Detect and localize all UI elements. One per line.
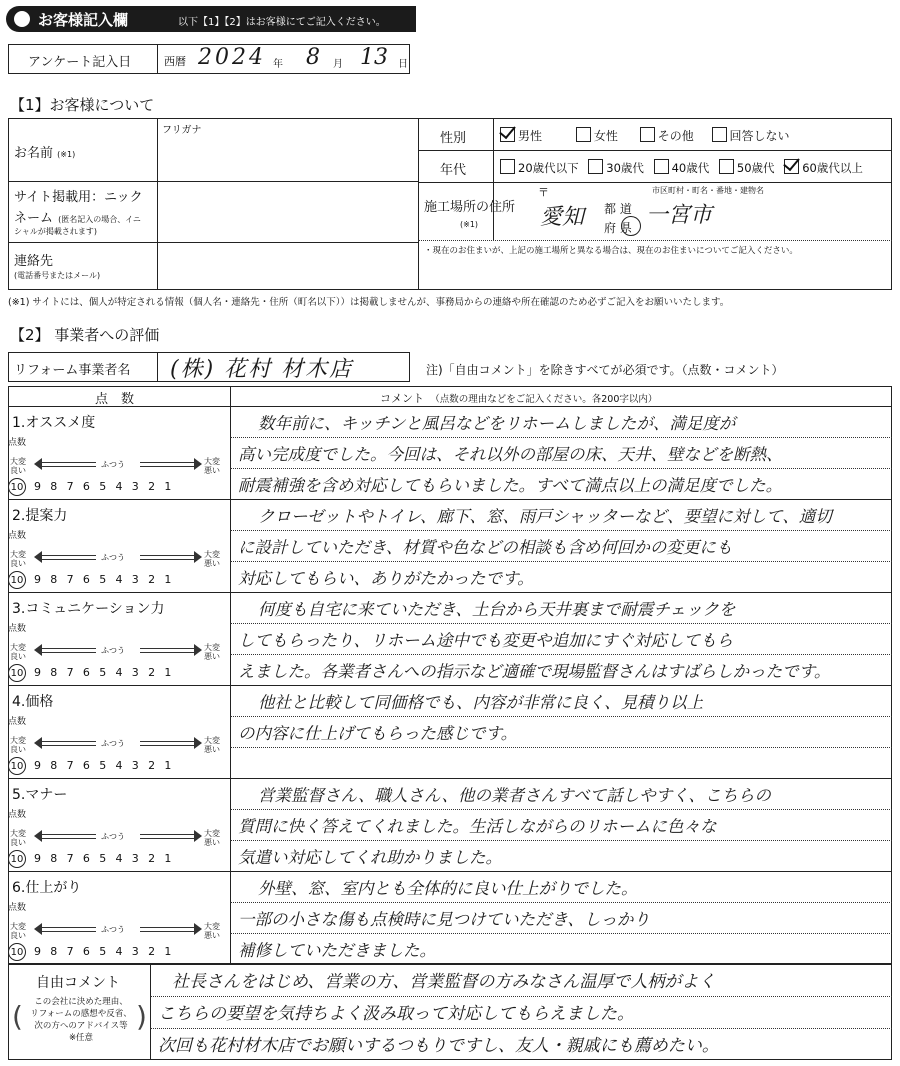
age-option-50s[interactable]: 50歳代: [719, 161, 775, 175]
comment-line: 数年前に、キッチンと風呂などをリホームしましたが、満足度が: [258, 414, 736, 433]
score-selected-circle[interactable]: 10: [8, 757, 26, 775]
comment-line: してもらったり、リホーム途中でも変更や追加にすぐ対応してもら: [238, 631, 733, 650]
scale-points-label: 点数: [8, 531, 27, 541]
arrow-left-head-icon: [34, 458, 42, 470]
arrow-right-icon: [140, 927, 194, 932]
score-selected-circle[interactable]: 10: [8, 943, 26, 961]
survey-date-month-unit: 月: [333, 59, 343, 70]
scale-right-label: 大変悪い: [204, 922, 220, 940]
checkbox-icon: [588, 159, 603, 174]
checkbox-icon: [654, 159, 669, 174]
header-dot-icon: [14, 11, 30, 27]
arrow-left-head-icon: [34, 830, 42, 842]
contact-label: 連絡先: [14, 254, 54, 269]
survey-date-year: 2024: [198, 45, 266, 70]
col-score-header: 点 数: [95, 392, 135, 407]
score-selected-circle[interactable]: 10: [8, 850, 26, 868]
checkbox-icon: [712, 127, 727, 142]
comment-line: 営業監督さん、職人さん、他の業者さんすべて話しやすく、こちらの: [258, 786, 771, 805]
address-footnote: ・現在のお住まいが、上記の施工場所と異なる場合は、現在のお住まいについてご記入ください。: [424, 246, 798, 256]
postal-mark: 〒: [538, 186, 549, 199]
col-comment-header: コメント （点数の理由などをご記入ください。各200字以内）: [380, 392, 658, 405]
required-note: 注)「自由コメント」を除きすべてが必須です。（点数・コメント）: [426, 363, 784, 377]
scale-left-label: 大変良い: [10, 643, 26, 661]
comment-line: の内容に仕上げてもらった感じです。: [238, 724, 518, 743]
survey-date-day-unit: 日: [398, 59, 408, 70]
age-option-60s[interactable]: 60歳代以上: [784, 161, 863, 175]
category-title: 3.コミュニケーション力: [12, 601, 165, 617]
free-comment-line-2: こちらの要望を気持ちよく汲み取って対応してもらえました。: [158, 1004, 634, 1024]
nickname-label-1: サイト掲載用：ニック: [14, 190, 143, 205]
checkbox-icon: [500, 159, 515, 174]
survey-date-day: 13: [360, 45, 388, 70]
free-comment-line-1: 社長さんをはじめ、営業の方、営業監督の方みなさん温厚で人柄がよく: [172, 972, 716, 992]
scale-points-label: 点数: [8, 624, 27, 634]
arrow-left-icon: [40, 462, 96, 467]
scale-numbers: 987654321: [34, 945, 181, 958]
address-label: 施工場所の住所: [424, 200, 516, 215]
arrow-right-head-icon: [194, 458, 202, 470]
checkbox-checked-icon: [784, 159, 799, 174]
arrow-left-icon: [40, 834, 96, 839]
address-pref-suffix-bottom: 府 県: [604, 221, 632, 235]
arrow-left-icon: [40, 741, 96, 746]
furigana-label: フリガナ: [162, 125, 202, 136]
comment-line: 高い完成度でした。今回は、それ以外の部屋の床、天井、壁などを断熱、: [238, 445, 783, 464]
header-title: お客様記入欄: [38, 11, 129, 29]
prefecture-circle-icon: [621, 216, 641, 236]
scale-right-label: 大変悪い: [204, 643, 220, 661]
category-title: 6.仕上がり: [12, 880, 82, 896]
comment-line: 質問に快く答えてくれました。生活しながらのリホームに色々な: [238, 817, 717, 836]
arrow-left-head-icon: [34, 644, 42, 656]
scale-numbers: 987654321: [34, 666, 181, 679]
category-title: 4.価格: [12, 694, 54, 710]
paren-left-icon: (: [12, 1000, 23, 1033]
arrow-right-icon: [140, 462, 194, 467]
address-note: (※1): [460, 220, 479, 229]
survey-date-era: 西暦: [164, 55, 186, 68]
comment-line: 対応してもらい、ありがたかったです。: [238, 569, 534, 588]
scale-right-label: 大変悪い: [204, 550, 220, 568]
section2-title: 【2】 事業者への評価: [10, 326, 160, 344]
free-comment-note: この会社に決めた理由、 リフォームの感想や反省、 次の方へのアドバイス等 ※任意: [30, 997, 132, 1043]
checkbox-icon: [719, 159, 734, 174]
scale-points-label: 点数: [8, 903, 27, 913]
survey-date-label: アンケート記入日: [28, 55, 132, 70]
scale-points-label: 点数: [8, 717, 27, 727]
scale-left-label: 大変良い: [10, 829, 26, 847]
category-title: 1.オススメ度: [12, 415, 96, 431]
scale-numbers: 987654321: [34, 759, 181, 772]
scale-numbers: 987654321: [34, 573, 181, 586]
arrow-right-icon: [140, 648, 194, 653]
arrow-left-head-icon: [34, 551, 42, 563]
nickname-note-2: シャルが掲載されます): [14, 227, 97, 236]
arrow-right-head-icon: [194, 551, 202, 563]
gender-option-male[interactable]: 男性: [500, 129, 542, 143]
arrow-left-icon: [40, 648, 96, 653]
paren-right-icon: ): [136, 1000, 147, 1033]
age-option-40s[interactable]: 40歳代: [654, 161, 710, 175]
scale-mid-label: ふつう: [101, 925, 125, 934]
score-selected-circle[interactable]: 10: [8, 478, 26, 496]
privacy-footnote: (※1) サイトには、個人が特定される情報（個人名・連絡先・住所（町名以下））は掲載しませんが、事務局からの連絡や所在確認のため必ずご記入をお願いいたします。: [8, 297, 730, 308]
survey-date-year-unit: 年: [273, 59, 283, 70]
company-name: (株) 花村 材木店: [170, 357, 354, 382]
section1-title: 【1】お客様について: [10, 96, 155, 114]
arrow-right-head-icon: [194, 737, 202, 749]
arrow-right-head-icon: [194, 830, 202, 842]
scale-mid-label: ふつう: [101, 460, 125, 469]
name-label: お名前 (※1): [14, 146, 76, 161]
scale-mid-label: ふつう: [101, 646, 125, 655]
comment-line: 補修していただきました。: [238, 941, 436, 960]
scale-mid-label: ふつう: [101, 553, 125, 562]
gender-option-no-answer[interactable]: 回答しない: [712, 129, 790, 143]
arrow-left-icon: [40, 927, 96, 932]
scale-left-label: 大変良い: [10, 736, 26, 754]
comment-line: クローゼットやトイレ、廊下、窓、雨戸シャッターなど、要望に対して、適切: [258, 507, 832, 526]
score-selected-circle[interactable]: 10: [8, 664, 26, 682]
free-comment-line-3: 次回も花村材木店でお願いするつもりですし、友人・親戚にも薦めたい。: [158, 1036, 719, 1056]
gender-option-female[interactable]: 女性: [576, 129, 618, 143]
comment-line: 他社と比較して同価格でも、内容が非常に良く、見積り以上: [258, 693, 704, 712]
arrow-left-head-icon: [34, 737, 42, 749]
age-label: 年代: [440, 163, 467, 178]
arrow-right-icon: [140, 834, 194, 839]
gender-options: [500, 127, 790, 144]
comment-line: 外壁、窓、室内とも全体的に良い仕上がりでした。: [258, 879, 638, 898]
company-label: リフォーム事業者名: [14, 363, 131, 378]
address-prefecture: 愛知: [540, 205, 585, 230]
scale-numbers: 987654321: [34, 852, 181, 865]
category-title: 5.マナー: [12, 787, 68, 803]
scale-left-label: 大変良い: [10, 550, 26, 568]
address-city: 一宮市: [646, 203, 713, 228]
age-option-30s[interactable]: 30歳代: [588, 161, 644, 175]
scale-numbers: 987654321: [34, 480, 181, 493]
comment-line: 一部の小さな傷も点検時に見つけていただき、しっかり: [238, 910, 650, 929]
arrow-right-icon: [140, 741, 194, 746]
scale-left-label: 大変良い: [10, 922, 26, 940]
comment-line: 気遣い対応してくれ助かりました。: [238, 848, 502, 867]
score-selected-circle[interactable]: 10: [8, 571, 26, 589]
free-comment-label: 自由コメント: [36, 975, 120, 991]
nickname-label-row: ネーム (匿名記入の場合、イニ: [14, 211, 141, 226]
arrow-right-head-icon: [194, 923, 202, 935]
scale-right-label: 大変悪い: [204, 829, 220, 847]
comment-line: 何度も自宅に来ていただき、土台から天井裏まで耐震チェックを: [258, 600, 736, 619]
checkbox-checked-icon: [500, 127, 515, 142]
age-option-20s[interactable]: 20歳代以下: [500, 161, 579, 175]
comment-line: に設計していただき、材質や色などの相談も含め何回かの変更にも: [238, 538, 733, 557]
gender-label: 性別: [440, 131, 467, 146]
checkbox-icon: [640, 127, 655, 142]
age-options: [500, 159, 863, 176]
comment-line: 耐震補強を含め対応してもらいました。すべて満点以上の満足度でした。: [238, 476, 783, 495]
checkbox-icon: [576, 127, 591, 142]
scale-mid-label: ふつう: [101, 739, 125, 748]
gender-option-other[interactable]: その他: [640, 129, 694, 143]
scale-mid-label: ふつう: [101, 832, 125, 841]
arrow-left-head-icon: [34, 923, 42, 935]
arrow-right-head-icon: [194, 644, 202, 656]
category-title: 2.提案力: [12, 508, 68, 524]
arrow-left-icon: [40, 555, 96, 560]
header-note: 以下【1】【2】はお客様にてご記入ください。: [178, 17, 386, 28]
arrow-right-icon: [140, 555, 194, 560]
address-pref-suffix-top: 都 道: [604, 202, 632, 216]
scale-right-label: 大変悪い: [204, 736, 220, 754]
address-hint: 市区町村・町名・番地・建物名: [652, 186, 764, 195]
comment-line: えました。各業者さんへの指示など適確で現場監督さんはすばらしかったです。: [238, 662, 831, 681]
survey-date-month: 8: [306, 45, 320, 70]
scale-points-label: 点数: [8, 810, 27, 820]
scale-right-label: 大変悪い: [204, 457, 220, 475]
scale-points-label: 点数: [8, 438, 27, 448]
scale-left-label: 大変良い: [10, 457, 26, 475]
contact-note: (電話番号またはメール): [14, 271, 101, 280]
